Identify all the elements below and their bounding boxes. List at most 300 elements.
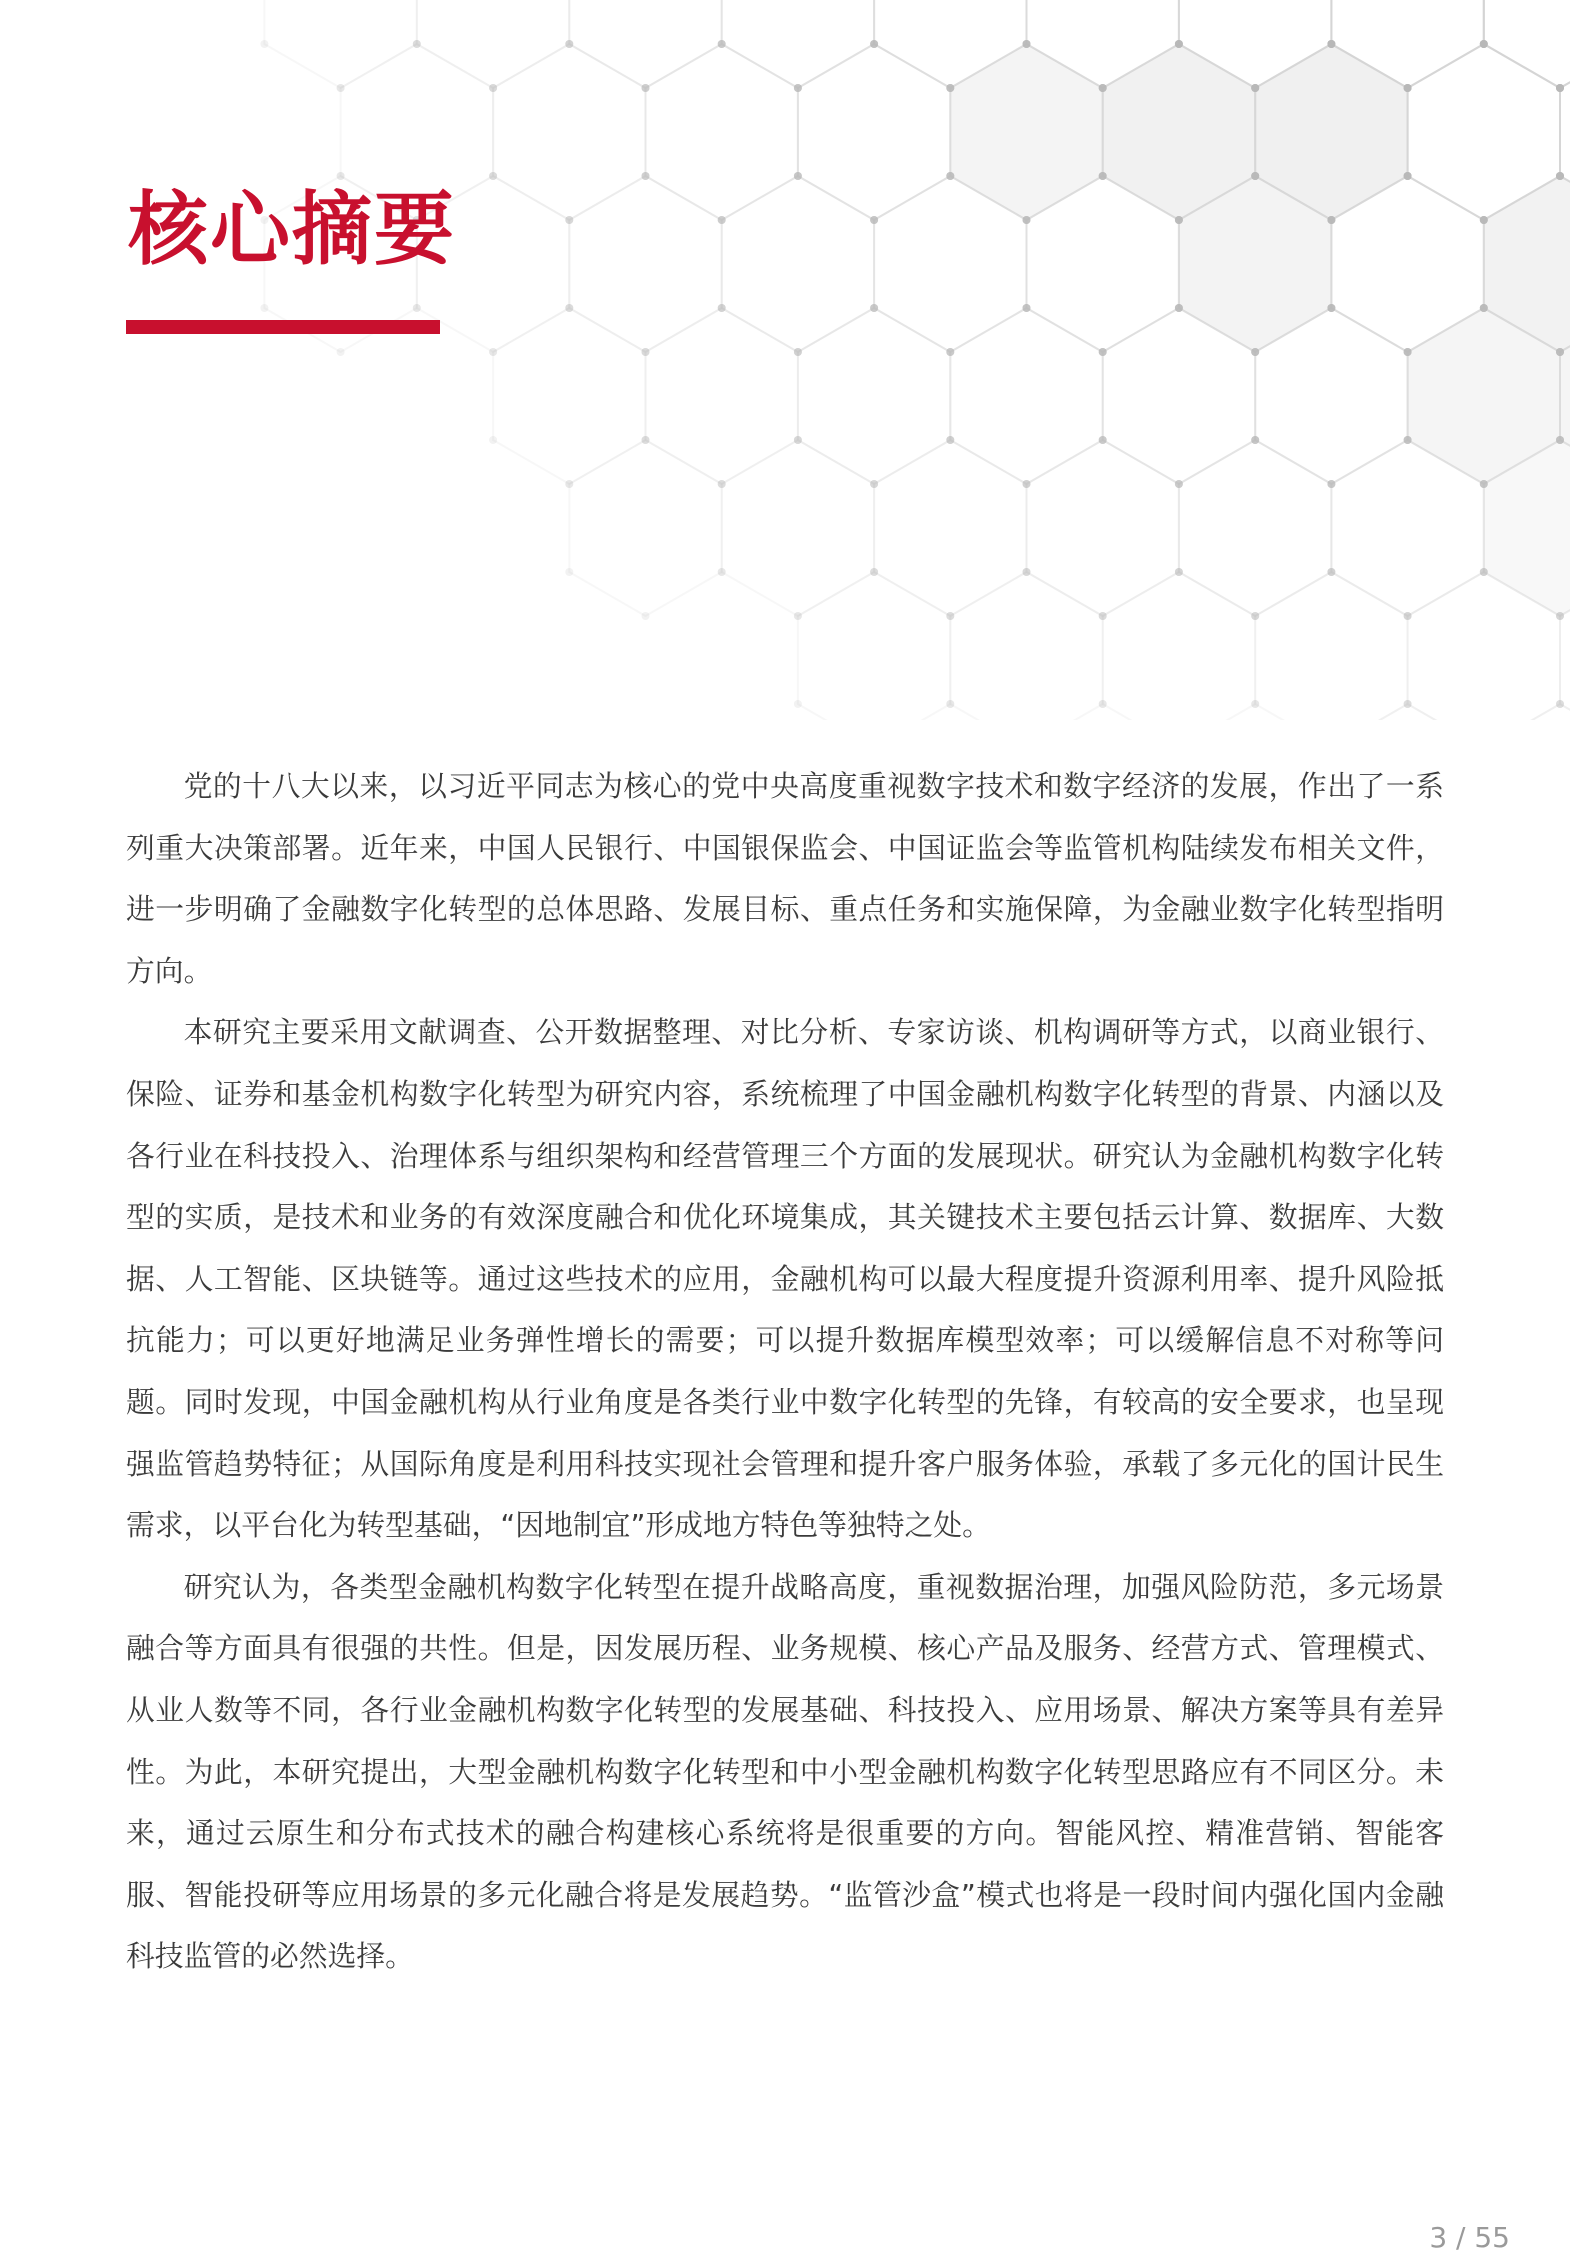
hexagon-node <box>1327 304 1335 312</box>
hexagon-node <box>260 40 268 48</box>
hexagon-node <box>489 172 497 180</box>
hexagon-cell <box>569 176 721 352</box>
hexagon-cell <box>1331 176 1483 352</box>
hexagon-node <box>794 172 802 180</box>
hexagon-node <box>1251 700 1259 708</box>
hexagon-node <box>1404 700 1412 708</box>
hexagon-node <box>1480 40 1488 48</box>
hexagon-node <box>1099 172 1107 180</box>
hexagon-node <box>337 348 345 356</box>
hexagon-node <box>1023 40 1031 48</box>
hexagon-node <box>870 40 878 48</box>
hexagon-node <box>1023 304 1031 312</box>
hexagon-node <box>718 480 726 488</box>
hexagon-node <box>870 568 878 576</box>
hexagon-cell <box>1331 440 1483 616</box>
hexagon-node <box>1175 568 1183 576</box>
hexagon-node <box>1251 84 1259 92</box>
hexagon-node <box>1175 568 1183 576</box>
hexagon-node <box>413 40 421 48</box>
hexagon-node <box>642 612 650 620</box>
hexagon-cell <box>1560 572 1570 720</box>
hexagon-cell <box>798 308 950 484</box>
hexagon-cell <box>646 308 798 484</box>
hexagon-node <box>565 304 573 312</box>
hexagon-node <box>946 436 954 444</box>
hexagon-node <box>1404 172 1412 180</box>
summary-paragraph-2: 本研究主要采用文献调查、公开数据整理、对比分析、专家访谈、机构调研等方式，以商业银行、保险、证券和基金机构数字化转型为研究内容，系统梳理了中国金融机构数字化转型的背景、内涵以及各行业在科技投入、治理体系与组织架构和经营管理三个方面的发展现状。研究认为金融机构数字化转型的实质，是技术和业务的有效深度融合和优化环境集成，其关键技术主要包括云计算、数据库、大数据、人工智能、区块链等。通过这些技术的应用，金融机构可以最大程度提升资源利用率、提升风险抵抗能力；可以更好地满足业务弹性增长的需要；可以提升数据库模型效率；可以缓解信息不对称等问题。同时发现，中国金融机构从行业角度是各类行业中数字化转型的先锋，有较高的安全要求，也呈现强监管趋势特征；从国际角度是利用科技实现社会管理和提升客户服务体验，承载了多元化的国计民生需求，以平台化为转型基础，“因地制宜”形成地方特色等独特之处。 <box>126 1015 1444 1543</box>
hexagon-node <box>642 84 650 92</box>
hexagon-node <box>870 40 878 48</box>
hexagon-node <box>413 304 421 312</box>
hexagon-node <box>1556 700 1564 708</box>
hexagon-node <box>794 348 802 356</box>
hexagon-cell <box>1408 308 1560 484</box>
hexagon-node <box>946 84 954 92</box>
hexagon-node <box>1099 84 1107 92</box>
hexagon-cell <box>1255 44 1407 220</box>
hexagon-node <box>413 40 421 48</box>
hexagon-node <box>1251 84 1259 92</box>
hexagon-node <box>946 172 954 180</box>
hexagon-cell <box>1103 308 1256 484</box>
hexagon-node <box>337 84 345 92</box>
hexagon-node <box>1099 348 1107 356</box>
hexagon-cell <box>1331 704 1483 720</box>
hexagon-node <box>642 84 650 92</box>
hexagon-cell <box>1027 440 1179 616</box>
hexagon-node <box>1099 436 1107 444</box>
hexagon-cell <box>1027 176 1179 352</box>
hexagon-node <box>870 40 878 48</box>
hexagon-node <box>1327 304 1335 312</box>
hexagon-cell <box>1103 44 1256 220</box>
hexagon-node <box>413 40 421 48</box>
hexagon-cell <box>1255 572 1407 720</box>
hexagon-node <box>1404 700 1412 708</box>
hexagon-node <box>1327 40 1335 48</box>
hexagon-node <box>565 304 573 312</box>
hexagon-node <box>1023 568 1031 576</box>
hexagon-node <box>1480 304 1488 312</box>
hexagon-node <box>870 480 878 488</box>
hexagon-node <box>565 568 573 576</box>
hexagon-cell <box>1179 440 1332 616</box>
hexagon-node <box>1327 480 1335 488</box>
hexagon-node <box>642 84 650 92</box>
hexagon-node <box>1175 216 1183 224</box>
hexagon-node <box>1175 304 1183 312</box>
hexagon-node <box>1480 480 1488 488</box>
hexagon-cell <box>569 440 721 616</box>
hexagon-node <box>642 436 650 444</box>
hexagon-cell <box>874 440 1026 616</box>
hexagon-node <box>794 84 802 92</box>
hexagon-node <box>1175 40 1183 48</box>
hexagon-node <box>1251 348 1259 356</box>
hexagon-node <box>1327 216 1335 224</box>
hexagon-node <box>1099 700 1107 708</box>
hexagon-cell <box>950 44 1102 220</box>
hexagon-node <box>565 40 573 48</box>
hexagon-node <box>946 84 954 92</box>
hexagon-shaded-cells <box>950 44 1570 616</box>
hexagon-node <box>1480 568 1488 576</box>
hexagon-cell <box>950 44 1102 220</box>
hexagon-node <box>1099 612 1107 620</box>
hexagon-node <box>489 172 497 180</box>
hexagon-node <box>1556 348 1564 356</box>
hexagon-node <box>337 172 345 180</box>
hexagon-node <box>718 568 726 576</box>
hexagon-node <box>794 84 802 92</box>
hexagon-node <box>1556 84 1564 92</box>
hexagon-node <box>565 216 573 224</box>
hexagon-node <box>1480 304 1488 312</box>
hexagon-node <box>1556 172 1564 180</box>
hexagon-node <box>1175 304 1183 312</box>
hexagon-node <box>946 436 954 444</box>
hexagon-node <box>489 172 497 180</box>
hexagon-node <box>413 304 421 312</box>
hexagon-node <box>1099 84 1107 92</box>
hexagon-node <box>794 172 802 180</box>
hexagon-node <box>1327 216 1335 224</box>
hexagon-node <box>1099 436 1107 444</box>
hexagon-node <box>794 84 802 92</box>
hexagon-node <box>1556 84 1564 92</box>
hexagon-node <box>489 436 497 444</box>
hexagon-grid-lines <box>188 0 1570 720</box>
hexagon-node <box>1404 84 1412 92</box>
title-underline <box>126 320 440 334</box>
hexagon-cell <box>798 572 950 720</box>
hexagon-node <box>1175 40 1183 48</box>
hexagon-node <box>1023 480 1031 488</box>
hexagon-node <box>1404 436 1412 444</box>
hexagon-node <box>1099 348 1107 356</box>
hexagon-node <box>1175 568 1183 576</box>
hexagon-cell <box>1484 176 1570 352</box>
hexagon-node <box>870 216 878 224</box>
hexagon-cell <box>874 176 1026 352</box>
hexagon-node <box>565 216 573 224</box>
hexagon-node <box>794 612 802 620</box>
hexagon-node <box>1327 480 1335 488</box>
hexagon-node <box>1556 612 1564 620</box>
hexagon-cell <box>1179 176 1332 352</box>
hexagon-node <box>1023 304 1031 312</box>
hexagon-node <box>1175 480 1183 488</box>
hexagon-node <box>1251 172 1259 180</box>
hexagon-node <box>946 612 954 620</box>
hexagon-node <box>642 436 650 444</box>
hexagon-node <box>946 172 954 180</box>
hexagon-node <box>946 348 954 356</box>
summary-paragraph-3: 研究认为，各类型金融机构数字化转型在提升战略高度，重视数据治理，加强风险防范，多元场景融合等方面具有很强的共性。但是，因发展历程、业务规模、核心产品及服务、经营方式、管理模式、从业人数等不同，各行业金融机构数字化转型的发展基础、科技投入、应用场景、解决方案等具有差异性。为此，本研究提出，大型金融机构数字化转型和中小型金融机构数字化转型思路应有不同区分。未来，通过云原生和分布式技术的融合构建核心系统将是很重要的方向。智能风控、精准营销、智能客服、智能投研等应用场景的多元化融合将是发展趋势。“监管沙盒”模式也将是一段时间内强化国内金融科技监管的必然选择。 <box>126 1569 1444 1974</box>
hexagon-node <box>1175 480 1183 488</box>
page-title: 核心摘要 <box>128 183 456 276</box>
hexagon-node <box>642 348 650 356</box>
hexagon-node <box>1556 700 1564 708</box>
hexagon-pattern-decoration <box>0 0 1570 720</box>
hexagon-node <box>1175 216 1183 224</box>
hexagon-node <box>870 304 878 312</box>
hexagon-node <box>1099 700 1107 708</box>
hexagon-cell <box>1408 44 1560 220</box>
hexagon-node <box>870 304 878 312</box>
hexagon-node <box>1023 480 1031 488</box>
hexagon-node <box>1556 172 1564 180</box>
hexagon-node <box>1404 436 1412 444</box>
hexagon-cell <box>417 0 570 88</box>
hexagon-node <box>870 568 878 576</box>
hexagon-node <box>1480 216 1488 224</box>
hexagon-node <box>1556 348 1564 356</box>
page-number: 3 / 55 <box>1429 2221 1510 2254</box>
hexagon-cell <box>264 0 416 88</box>
hexagon-node <box>489 348 497 356</box>
hexagon-cell <box>1179 0 1332 88</box>
hexagon-node <box>946 84 954 92</box>
hexagon-node <box>1404 172 1412 180</box>
hexagon-node <box>1099 612 1107 620</box>
hexagon-node <box>718 304 726 312</box>
hexagon-node <box>1099 348 1107 356</box>
hexagon-cell <box>646 44 798 220</box>
hexagon-node <box>1251 612 1259 620</box>
hexagon-node <box>1556 172 1564 180</box>
hexagon-node <box>1175 304 1183 312</box>
hexagon-node <box>718 216 726 224</box>
hexagon-cell <box>874 0 1026 88</box>
hexagon-node <box>489 84 497 92</box>
hexagon-node <box>1023 480 1031 488</box>
hexagon-node <box>870 304 878 312</box>
hexagon-node <box>1175 216 1183 224</box>
hexagon-node <box>1556 700 1564 708</box>
hexagon-node <box>565 480 573 488</box>
hexagon-node <box>1556 348 1564 356</box>
summary-paragraph-1: 党的十八大以来，以习近平同志为核心的党中央高度重视数字技术和数字经济的发展，作出了一系列重大决策部署。近年来，中国人民银行、中国银保监会、中国证监会等监管机构陆续发布相关文件，进一步明确了金融数字化转型的总体思路、发展目标、重点任务和实施保障，为金融业数字化转型指明方向。 <box>126 769 1444 988</box>
hexagon-node <box>1404 612 1412 620</box>
hexagon-node <box>1480 568 1488 576</box>
hexagon-node <box>870 216 878 224</box>
hexagon-node <box>1404 348 1412 356</box>
hexagon-node <box>946 172 954 180</box>
hexagon-node <box>1327 304 1335 312</box>
hexagon-node <box>642 348 650 356</box>
hexagon-cell <box>1484 440 1570 616</box>
hexagon-node <box>1556 436 1564 444</box>
hexagon-node <box>1480 216 1488 224</box>
hexagon-node <box>1251 172 1259 180</box>
hexagon-node <box>1023 568 1031 576</box>
hexagon-cell <box>1560 308 1570 484</box>
hexagon-node <box>1327 568 1335 576</box>
hexagon-node <box>1023 304 1031 312</box>
hexagon-node <box>642 172 650 180</box>
hexagon-node <box>1023 216 1031 224</box>
hexagon-node <box>794 348 802 356</box>
hexagon-node <box>1327 216 1335 224</box>
hexagon-node <box>794 436 802 444</box>
hexagon-cell <box>1560 44 1570 220</box>
hexagon-node <box>1327 568 1335 576</box>
hexagon-cell <box>1255 308 1407 484</box>
hexagon-node <box>1327 480 1335 488</box>
hexagon-cell <box>1103 44 1256 220</box>
hexagon-node <box>565 216 573 224</box>
hexagon-node <box>642 172 650 180</box>
hexagon-cell <box>493 44 645 220</box>
hexagon-node <box>489 84 497 92</box>
hexagon-node <box>946 700 954 708</box>
hexagon-cell <box>1560 308 1570 484</box>
hexagon-node <box>565 304 573 312</box>
hexagon-node <box>642 436 650 444</box>
hexagon-node <box>794 612 802 620</box>
hexagon-node <box>1099 172 1107 180</box>
hexagon-node <box>642 348 650 356</box>
hexagon-node <box>718 40 726 48</box>
hexagon-node <box>1251 348 1259 356</box>
hexagon-cell <box>493 308 645 484</box>
hexagon-node <box>794 172 802 180</box>
hexagon-node <box>1480 480 1488 488</box>
hexagon-node <box>1023 216 1031 224</box>
hexagon-node <box>565 40 573 48</box>
hexagon-node <box>946 700 954 708</box>
hexagon-node <box>337 84 345 92</box>
hexagon-cell <box>1255 44 1407 220</box>
hexagon-node <box>1556 612 1564 620</box>
hexagon-node <box>794 700 802 708</box>
hexagon-node <box>1251 436 1259 444</box>
hexagon-node <box>489 84 497 92</box>
hexagon-node <box>1404 348 1412 356</box>
hexagon-node <box>1099 172 1107 180</box>
hexagon-node <box>718 216 726 224</box>
hexagon-grid-nodes <box>184 0 1570 720</box>
hexagon-node <box>1556 612 1564 620</box>
hexagon-node <box>260 304 268 312</box>
hexagon-node <box>489 348 497 356</box>
hexagon-node <box>794 348 802 356</box>
hexagon-node <box>1404 84 1412 92</box>
hexagon-node <box>946 612 954 620</box>
hexagon-cell <box>1408 572 1560 720</box>
hexagon-node <box>1251 612 1259 620</box>
hexagon-node <box>1556 436 1564 444</box>
hexagon-node <box>1404 612 1412 620</box>
summary-body <box>126 756 1444 1988</box>
hexagon-node <box>1023 40 1031 48</box>
hexagon-node <box>870 216 878 224</box>
hexagon-cell <box>1408 308 1560 484</box>
hexagon-node <box>1404 84 1412 92</box>
hexagon-cell <box>1027 0 1179 88</box>
hexagon-node <box>718 304 726 312</box>
hexagon-cell <box>1179 176 1332 352</box>
hexagon-node <box>1404 700 1412 708</box>
hexagon-node <box>1480 216 1488 224</box>
hexagon-node <box>1480 40 1488 48</box>
hexagon-node <box>870 480 878 488</box>
hexagon-node <box>718 216 726 224</box>
hexagon-node <box>1480 40 1488 48</box>
hexagon-node <box>946 436 954 444</box>
hexagon-cell <box>1484 440 1570 616</box>
hexagon-cell <box>722 176 874 352</box>
hexagon-node <box>1251 348 1259 356</box>
hexagon-node <box>1251 172 1259 180</box>
hexagon-cell <box>1103 572 1256 720</box>
hexagon-cell <box>569 0 721 88</box>
hexagon-cell <box>1484 176 1570 352</box>
hexagon-node <box>718 304 726 312</box>
hexagon-node <box>1480 480 1488 488</box>
hexagon-node <box>1099 436 1107 444</box>
hexagon-node <box>1556 436 1564 444</box>
hexagon-node <box>565 480 573 488</box>
hexagon-node <box>642 172 650 180</box>
hexagon-cell <box>950 308 1102 484</box>
hexagon-node <box>1251 84 1259 92</box>
hexagon-node <box>1404 172 1412 180</box>
hexagon-node <box>1327 40 1335 48</box>
hexagon-node <box>1023 216 1031 224</box>
hexagon-cell <box>722 440 874 616</box>
hexagon-node <box>946 348 954 356</box>
hexagon-node <box>1404 348 1412 356</box>
hexagon-node <box>1175 480 1183 488</box>
hexagon-node <box>718 480 726 488</box>
hexagon-node <box>1480 568 1488 576</box>
hexagon-node <box>870 568 878 576</box>
hexagon-node <box>794 436 802 444</box>
hexagon-node <box>1327 568 1335 576</box>
hexagon-node <box>1175 40 1183 48</box>
hexagon-node <box>1404 612 1412 620</box>
hexagon-node <box>1327 40 1335 48</box>
hexagon-node <box>946 348 954 356</box>
hexagon-node <box>565 40 573 48</box>
hexagon-node <box>1251 700 1259 708</box>
hexagon-node <box>794 436 802 444</box>
hexagon-node <box>1480 304 1488 312</box>
hexagon-node <box>1099 84 1107 92</box>
hexagon-node <box>1404 436 1412 444</box>
hexagon-node <box>718 568 726 576</box>
hexagon-cell <box>722 0 874 88</box>
hexagon-node <box>870 480 878 488</box>
hexagon-cell <box>1484 0 1570 88</box>
hexagon-node <box>1251 612 1259 620</box>
hexagon-node <box>1099 612 1107 620</box>
hexagon-node <box>1023 40 1031 48</box>
hexagon-node <box>946 612 954 620</box>
hexagon-node <box>718 40 726 48</box>
hexagon-node <box>1023 568 1031 576</box>
hexagon-node <box>1556 84 1564 92</box>
hexagon-cell <box>950 572 1102 720</box>
hexagon-node <box>337 172 345 180</box>
hexagon-node <box>1251 436 1259 444</box>
hexagon-cell <box>798 44 950 220</box>
hexagon-node <box>718 40 726 48</box>
hexagon-node <box>1251 436 1259 444</box>
